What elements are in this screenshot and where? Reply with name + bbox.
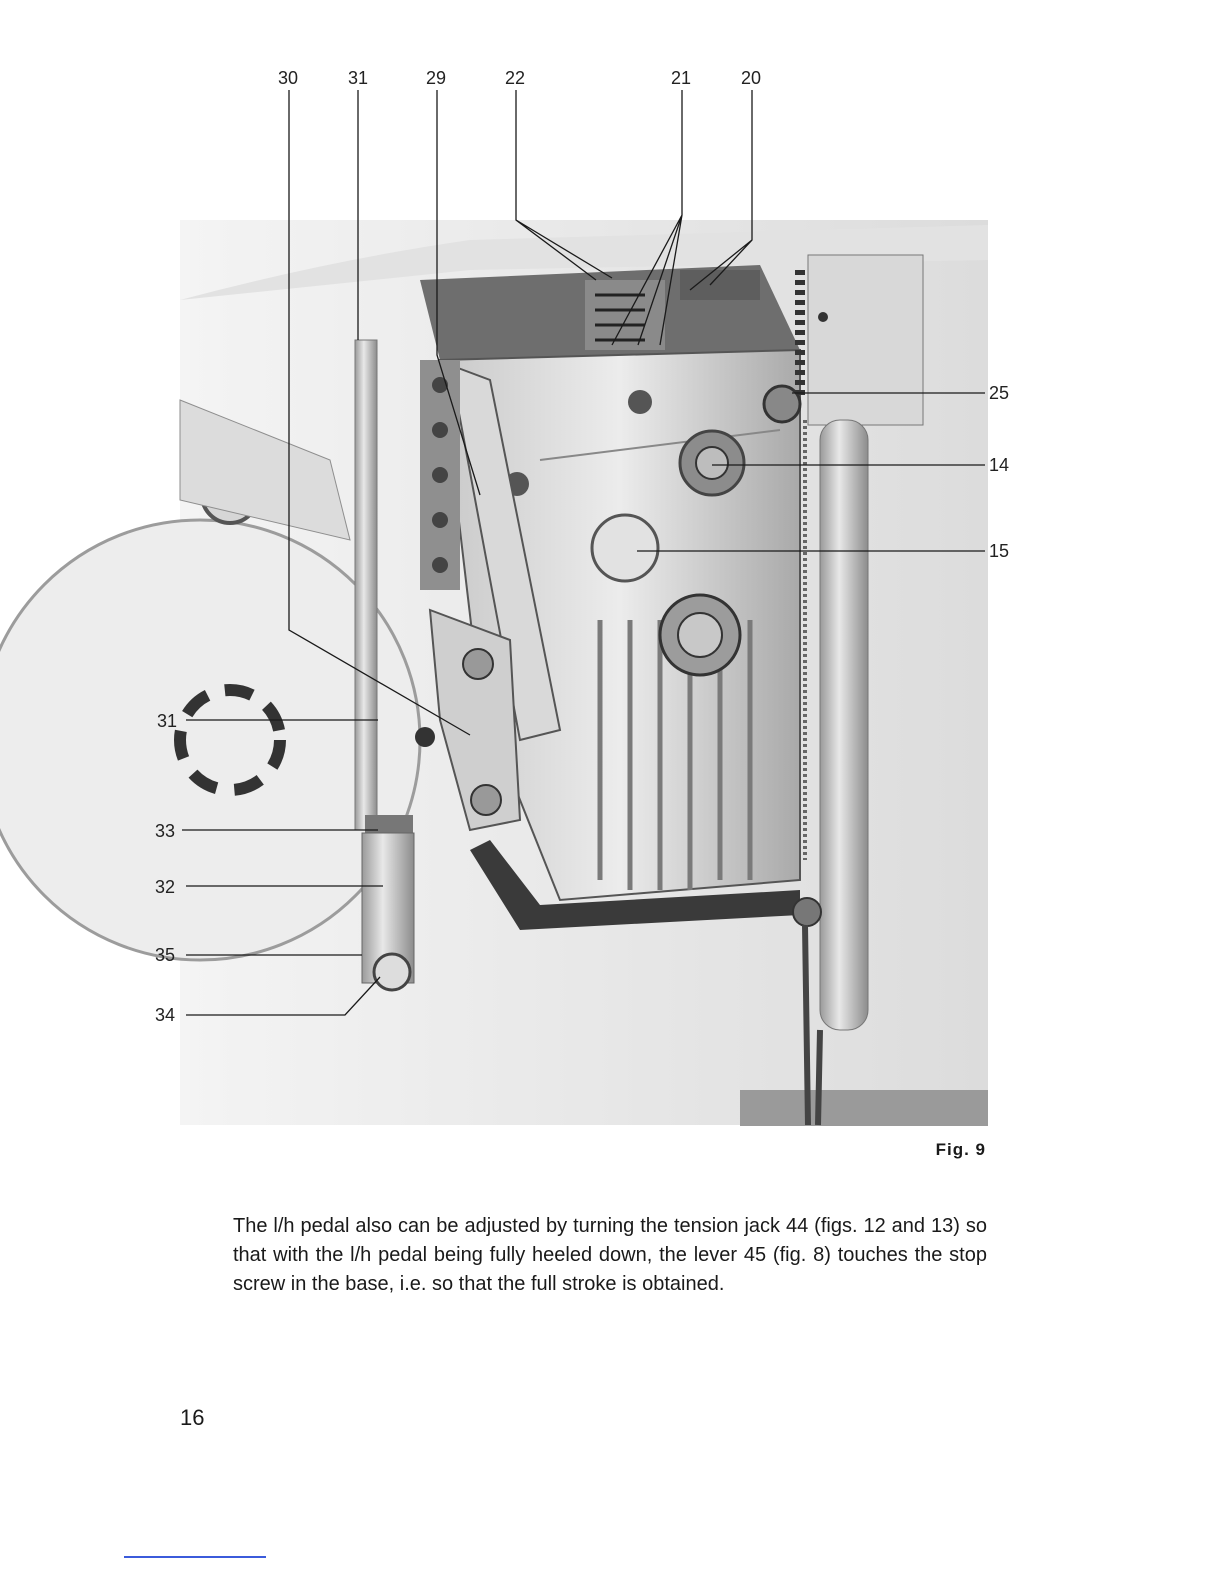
callout-14: 14	[989, 455, 1010, 475]
callout-31-top: 31	[348, 68, 369, 88]
callout-33: 33	[155, 821, 176, 841]
callout-22: 22	[505, 68, 526, 88]
body-paragraph: The l/h pedal also can be adjusted by turning the tension jack 44 (figs. 12 and 13) so that with the l/h pedal being fully heeled down, the lever 45 (fig. 8) touches the stop screw in the base, i.e. so that the full stroke is obtained.	[233, 1215, 987, 1295]
callout-15: 15	[989, 541, 1010, 561]
callout-29: 29	[426, 68, 447, 88]
callout-35: 35	[155, 945, 176, 965]
callout-20: 20	[741, 68, 762, 88]
page-number: 16	[180, 1405, 205, 1430]
callout-25: 25	[989, 383, 1010, 403]
callout-31-left: 31	[157, 711, 178, 731]
footer-rule	[124, 1556, 266, 1558]
callout-21: 21	[671, 68, 692, 88]
callout-34: 34	[155, 1005, 176, 1025]
figure-caption: Fig. 9	[935, 1140, 986, 1159]
callout-32: 32	[155, 877, 176, 897]
upper-mechanism	[420, 265, 800, 360]
callout-30: 30	[278, 68, 299, 88]
